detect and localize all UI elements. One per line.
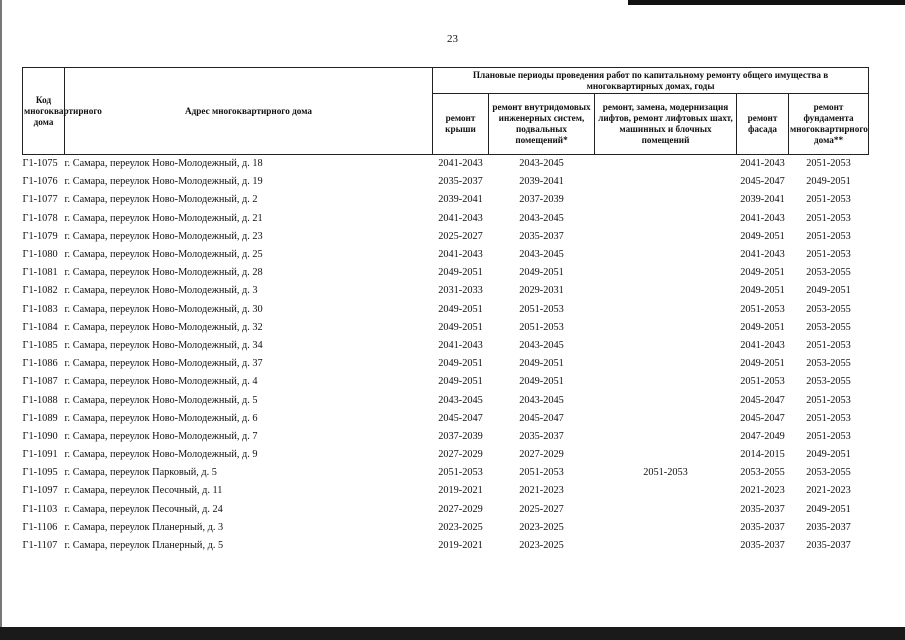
cell-address: г. Самара, переулок Ново-Молодежный, д. 37 — [64, 358, 263, 370]
table-row — [23, 410, 869, 428]
cell-foundation: 2051-2053 — [806, 339, 851, 351]
cell-facade: 2045-2047 — [740, 394, 785, 406]
cell-roof: 2051-2053 — [438, 467, 483, 479]
cell-code: Г1-1103 — [22, 503, 58, 515]
cell-code: Г1-1089 — [22, 412, 58, 424]
cell-code: Г1-1084 — [22, 321, 58, 333]
cell-foundation: 2051-2053 — [806, 194, 851, 206]
cell-code: Г1-1095 — [22, 467, 58, 479]
cell-systems: 2045-2047 — [519, 412, 564, 424]
cell-elevators — [595, 501, 737, 519]
cell-address: г. Самара, переулок Ново-Молодежный, д. 3 — [64, 285, 258, 297]
cell-facade: 2047-2049 — [740, 430, 785, 442]
cell-foundation: 2051-2053 — [806, 249, 851, 261]
cell-code: Г1-1088 — [22, 394, 58, 406]
cell-facade: 2049-2051 — [740, 267, 785, 279]
cell-roof: 2025-2027 — [438, 230, 483, 242]
table-row — [23, 519, 869, 537]
cell-facade: 2051-2053 — [740, 303, 785, 315]
cell-code: Г1-1077 — [22, 194, 58, 206]
cell-foundation: 2049-2051 — [806, 449, 851, 461]
cell-systems: 2023-2025 — [519, 540, 564, 552]
table-row — [23, 191, 869, 209]
cell-systems: 2051-2053 — [519, 467, 564, 479]
cell-elevators — [595, 428, 737, 446]
cell-foundation: 2051-2053 — [806, 212, 851, 224]
table-row — [23, 537, 869, 555]
cell-foundation: 2053-2055 — [806, 321, 851, 333]
cell-elevators — [595, 519, 737, 537]
cell-systems: 2027-2029 — [519, 449, 564, 461]
cell-foundation: 2021-2023 — [806, 485, 851, 497]
cell-roof: 2019-2021 — [438, 540, 483, 552]
cell-systems: 2043-2045 — [519, 394, 564, 406]
cell-systems: 2043-2045 — [519, 249, 564, 261]
header-periods: Плановые периоды проведения работ по капитальному ремонту общего имущества в многоквартирных домах, годы — [433, 68, 869, 94]
cell-code: Г1-1090 — [22, 430, 58, 442]
cell-foundation: 2049-2051 — [806, 285, 851, 297]
cell-address: г. Самара, переулок Ново-Молодежный, д. 34 — [64, 339, 263, 351]
cell-roof: 2035-2037 — [438, 176, 483, 188]
cell-elevators — [595, 264, 737, 282]
cell-elevators — [595, 446, 737, 464]
cell-foundation: 2051-2053 — [806, 394, 851, 406]
cell-code: Г1-1091 — [22, 449, 58, 461]
cell-address: г. Самара, переулок Ново-Молодежный, д. 18 — [64, 158, 263, 170]
cell-roof: 2049-2051 — [438, 376, 483, 388]
cell-code: Г1-1082 — [22, 285, 58, 297]
cell-elevators — [595, 410, 737, 428]
cell-systems: 2039-2041 — [519, 176, 564, 188]
cell-facade: 2035-2037 — [740, 503, 785, 515]
cell-address: г. Самара, переулок Ново-Молодежный, д. 32 — [64, 321, 263, 333]
table-row — [23, 228, 869, 246]
cell-systems: 2035-2037 — [519, 230, 564, 242]
cell-facade: 2049-2051 — [740, 358, 785, 370]
table-row — [23, 301, 869, 319]
cell-code: Г1-1083 — [22, 303, 58, 315]
cell-foundation: 2049-2051 — [806, 176, 851, 188]
table-row — [23, 355, 869, 373]
cell-foundation: 2035-2037 — [806, 540, 851, 552]
header-systems: ремонт внутридомовых инженерных систем, подвальных помещений* — [489, 94, 595, 155]
cell-systems: 2043-2045 — [519, 158, 564, 170]
table-row — [23, 464, 869, 482]
cell-elevators — [595, 373, 737, 391]
table-row — [23, 155, 869, 174]
cell-roof: 2049-2051 — [438, 267, 483, 279]
cell-elevators — [595, 301, 737, 319]
cell-systems: 2049-2051 — [519, 358, 564, 370]
header-foundation: ремонт фундамента многоквартирного дома** — [789, 94, 869, 155]
table-row — [23, 482, 869, 500]
cell-code: Г1-1106 — [22, 521, 58, 533]
cell-roof: 2043-2045 — [438, 394, 483, 406]
cell-facade: 2039-2041 — [740, 194, 785, 206]
cell-address: г. Самара, переулок Песочный, д. 24 — [64, 503, 223, 515]
cell-elevators — [595, 391, 737, 409]
cell-code: Г1-1075 — [22, 158, 58, 170]
cell-code: Г1-1097 — [22, 485, 58, 497]
cell-facade: 2041-2043 — [740, 212, 785, 224]
capital-repair-table — [22, 67, 869, 555]
cell-systems: 2051-2053 — [519, 303, 564, 315]
cell-address: г. Самара, переулок Ново-Молодежный, д. 2 — [64, 194, 258, 206]
cell-foundation: 2053-2055 — [806, 267, 851, 279]
cell-elevators — [595, 282, 737, 300]
cell-address: г. Самара, переулок Ново-Молодежный, д. 6 — [64, 412, 258, 424]
cell-systems: 2049-2051 — [519, 376, 564, 388]
table-row — [23, 446, 869, 464]
cell-address: г. Самара, переулок Парковый, д. 5 — [64, 467, 217, 479]
cell-address: г. Самара, переулок Ново-Молодежный, д. 28 — [64, 267, 263, 279]
table-row — [23, 337, 869, 355]
cell-foundation: 2051-2053 — [806, 230, 851, 242]
cell-elevators — [595, 482, 737, 500]
header-address: Адрес многоквартирного дома — [65, 68, 433, 155]
cell-systems: 2035-2037 — [519, 430, 564, 442]
cell-code: Г1-1087 — [22, 376, 58, 388]
cell-facade: 2049-2051 — [740, 285, 785, 297]
top-rule — [628, 0, 905, 5]
cell-address: г. Самара, переулок Ново-Молодежный, д. 25 — [64, 249, 263, 261]
header-roof: ремонт крыши — [433, 94, 489, 155]
table-row — [23, 246, 869, 264]
cell-elevators — [595, 191, 737, 209]
cell-address: г. Самара, переулок Ново-Молодежный, д. 30 — [64, 303, 263, 315]
cell-roof: 2041-2043 — [438, 339, 483, 351]
table-row — [23, 428, 869, 446]
table-row — [23, 282, 869, 300]
cell-facade: 2041-2043 — [740, 158, 785, 170]
cell-foundation: 2053-2055 — [806, 467, 851, 479]
cell-code: Г1-1107 — [22, 540, 58, 552]
cell-code: Г1-1081 — [22, 267, 58, 279]
cell-roof: 2049-2051 — [438, 303, 483, 315]
cell-code: Г1-1078 — [22, 212, 58, 224]
cell-roof: 2039-2041 — [438, 194, 483, 206]
cell-foundation: 2035-2037 — [806, 521, 851, 533]
cell-roof: 2037-2039 — [438, 430, 483, 442]
cell-roof: 2027-2029 — [438, 503, 483, 515]
table-body — [23, 155, 869, 556]
cell-facade: 2035-2037 — [740, 540, 785, 552]
cell-facade: 2021-2023 — [740, 485, 785, 497]
cell-roof: 2023-2025 — [438, 521, 483, 533]
table-row — [23, 173, 869, 191]
cell-elevators — [595, 355, 737, 373]
cell-foundation: 2051-2053 — [806, 158, 851, 170]
cell-systems: 2043-2045 — [519, 212, 564, 224]
cell-code: Г1-1079 — [22, 230, 58, 242]
cell-systems: 2025-2027 — [519, 503, 564, 515]
cell-roof: 2027-2029 — [438, 449, 483, 461]
cell-foundation: 2053-2055 — [806, 303, 851, 315]
cell-roof: 2045-2047 — [438, 412, 483, 424]
cell-roof: 2041-2043 — [438, 158, 483, 170]
cell-roof: 2041-2043 — [438, 249, 483, 261]
cell-roof: 2049-2051 — [438, 358, 483, 370]
cell-facade: 2035-2037 — [740, 521, 785, 533]
cell-address: г. Самара, переулок Планерный, д. 5 — [64, 540, 224, 552]
cell-elevators — [595, 173, 737, 191]
cell-address: г. Самара, переулок Ново-Молодежный, д. 19 — [64, 176, 263, 188]
left-rule — [0, 0, 2, 640]
cell-address: г. Самара, переулок Ново-Молодежный, д. 4 — [64, 376, 258, 388]
page-number: 23 — [447, 33, 458, 45]
table-row — [23, 319, 869, 337]
cell-roof: 2049-2051 — [438, 321, 483, 333]
cell-facade: 2049-2051 — [740, 321, 785, 333]
cell-facade: 2051-2053 — [740, 376, 785, 388]
cell-roof: 2019-2021 — [438, 485, 483, 497]
cell-elevators — [595, 337, 737, 355]
cell-systems: 2023-2025 — [519, 521, 564, 533]
cell-systems: 2051-2053 — [519, 321, 564, 333]
cell-address: г. Самара, переулок Ново-Молодежный, д. 9 — [64, 449, 258, 461]
bottom-rule — [0, 627, 905, 640]
cell-foundation: 2053-2055 — [806, 358, 851, 370]
cell-facade: 2045-2047 — [740, 412, 785, 424]
cell-facade: 2045-2047 — [740, 176, 785, 188]
cell-address: г. Самара, переулок Ново-Молодежный, д. 7 — [64, 430, 258, 442]
cell-elevators: 2051-2053 — [643, 467, 688, 479]
table-row — [23, 391, 869, 409]
cell-address: г. Самара, переулок Планерный, д. 3 — [64, 521, 224, 533]
cell-foundation: 2051-2053 — [806, 430, 851, 442]
cell-foundation: 2053-2055 — [806, 376, 851, 388]
cell-elevators — [595, 155, 737, 174]
table-row — [23, 264, 869, 282]
cell-address: г. Самара, переулок Ново-Молодежный, д. 21 — [64, 212, 263, 224]
cell-code: Г1-1080 — [22, 249, 58, 261]
cell-systems: 2021-2023 — [519, 485, 564, 497]
cell-code: Г1-1076 — [22, 176, 58, 188]
cell-address: г. Самара, переулок Песочный, д. 11 — [64, 485, 223, 497]
header-elevators: ремонт, замена, модернизация лифтов, ремонт лифтовых шахт, машинных и блочных помещений — [595, 94, 737, 155]
table-row — [23, 501, 869, 519]
header-facade: ремонт фасада — [737, 94, 789, 155]
cell-elevators — [595, 210, 737, 228]
cell-systems: 2029-2031 — [519, 285, 564, 297]
cell-elevators — [595, 537, 737, 555]
cell-elevators — [595, 228, 737, 246]
cell-foundation: 2051-2053 — [806, 412, 851, 424]
table-row — [23, 373, 869, 391]
cell-facade: 2049-2051 — [740, 230, 785, 242]
cell-facade: 2041-2043 — [740, 339, 785, 351]
cell-systems: 2049-2051 — [519, 267, 564, 279]
header-code: Код многоквартирного дома — [23, 68, 65, 155]
cell-facade: 2041-2043 — [740, 249, 785, 261]
cell-systems: 2043-2045 — [519, 339, 564, 351]
cell-roof: 2031-2033 — [438, 285, 483, 297]
table-row — [23, 210, 869, 228]
cell-elevators — [595, 319, 737, 337]
cell-facade: 2053-2055 — [740, 467, 785, 479]
cell-address: г. Самара, переулок Ново-Молодежный, д. 5 — [64, 394, 258, 406]
cell-elevators — [595, 246, 737, 264]
cell-systems: 2037-2039 — [519, 194, 564, 206]
cell-foundation: 2049-2051 — [806, 503, 851, 515]
cell-code: Г1-1086 — [22, 358, 58, 370]
cell-facade: 2014-2015 — [740, 449, 785, 461]
cell-code: Г1-1085 — [22, 339, 58, 351]
cell-address: г. Самара, переулок Ново-Молодежный, д. 23 — [64, 230, 263, 242]
cell-roof: 2041-2043 — [438, 212, 483, 224]
